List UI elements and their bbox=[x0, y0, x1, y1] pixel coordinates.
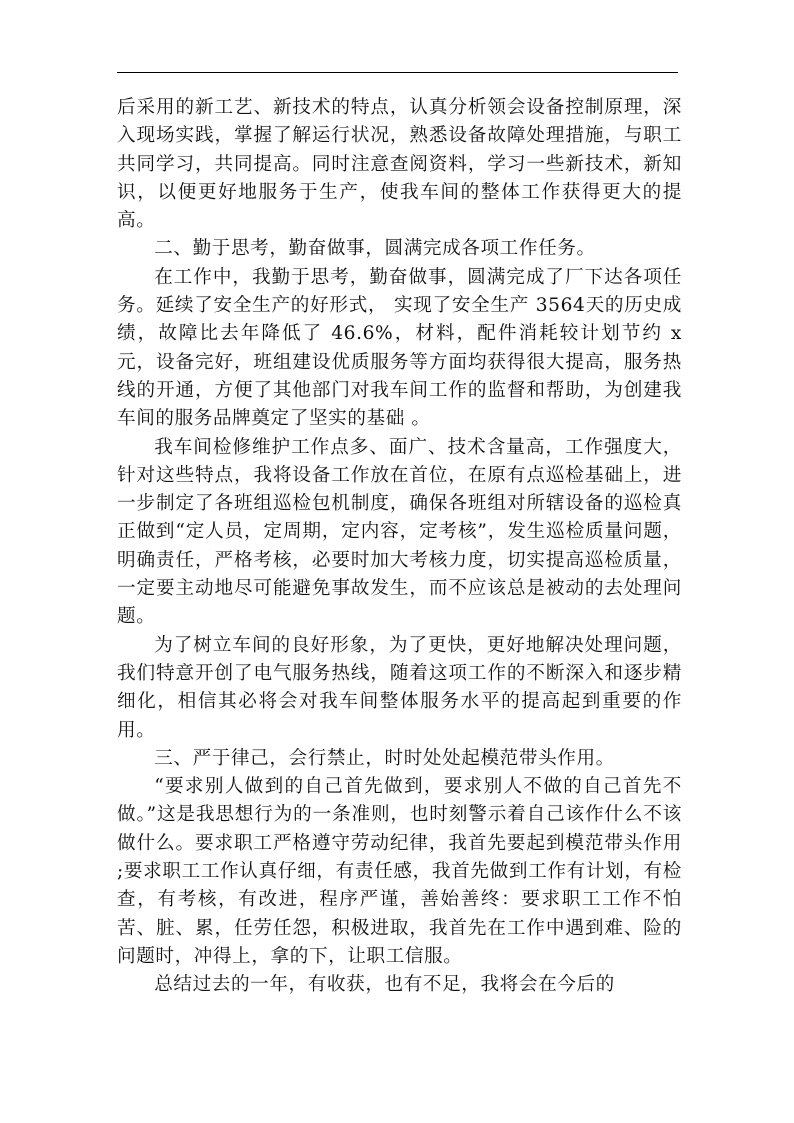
section-heading-2: 二、勤于思考，勤奋做事，圆满完成各项工作任务。 bbox=[154, 238, 596, 260]
section-heading-3: 三、严于律己，会行禁止，时时处处起模范带头作用。 bbox=[154, 747, 615, 769]
paragraph-continued: 后采用的新工艺、新技术的特点，认真分析领会设备控制原理，深入现场实践，掌握了解运行状况，熟悉设备故障处理措施，与职工共同学习，共同提高。同时注意查阅资料，学习一些新技术，新知识，以便更好地服务于生产，使我车间的整体工作获得更大的提高。 bbox=[117, 97, 682, 232]
paragraph-last: 总结过去的一年，有收获，也有不足，我将会在今后的 bbox=[154, 974, 615, 996]
paragraph: 在工作中，我勤于思考，勤奋做事，圆满完成了厂下达各项任务。延续了安全生产的好形式， 实现了安全生产 3564天的历史成绩，故障比去年降低了 46.6%，材料，配件消耗较计划节约 x 元，设备完好，班组建设优质服务等方面均获得很大提高，服务热线的开通，方便了其他部门对我车间工作的监督和帮助，为创建我车间的服务品牌奠定了坚实的基础 。 bbox=[117, 266, 682, 430]
paragraph: 为了树立车间的良好形象，为了更快，更好地解决处理问题，我们特意开创了电气服务热线，随着这项工作的不断深入和逐步精细化，相信其必将会对我车间整体服务水平的提高起到重要的作用。 bbox=[117, 634, 682, 741]
paragraph: “要求别人做到的自己首先做到，要求别人不做的自己首先不做。”这是我思想行为的一条准则，也时刻警示着自己该作什么不该做什么。要求职工严格遵守劳动纪律，我首先要起到模范带头作用 ;要求职工工作认真仔细，有责任感，我首先做到工作有计划，有检查，有考核，有改进，程序严谨，善始善终：要求职工工作不怕苦、脏、累，任劳任怨，积极进取，我首先在工作中遇到难、险的问题时，冲得上，拿的下，让职工信服。 bbox=[117, 776, 682, 967]
document-body bbox=[117, 94, 682, 1000]
header-rule bbox=[117, 72, 678, 73]
paragraph: 我车间检修维护工作点多、面广、技术含量高，工作强度大，针对这些特点，我将设备工作放在首位，在原有点巡检基础上，进一步制定了各班组巡检包机制度，确保各班组对所辖设备的巡检真正做到“定人员，定周期，定内容，定考核”，发生巡检质量问题，明确责任，严格考核，必要时加大考核力度，切实提高巡检质量，一定要主动地尽可能避免事故发生，而不应该总是被动的去处理问题。 bbox=[117, 436, 682, 628]
